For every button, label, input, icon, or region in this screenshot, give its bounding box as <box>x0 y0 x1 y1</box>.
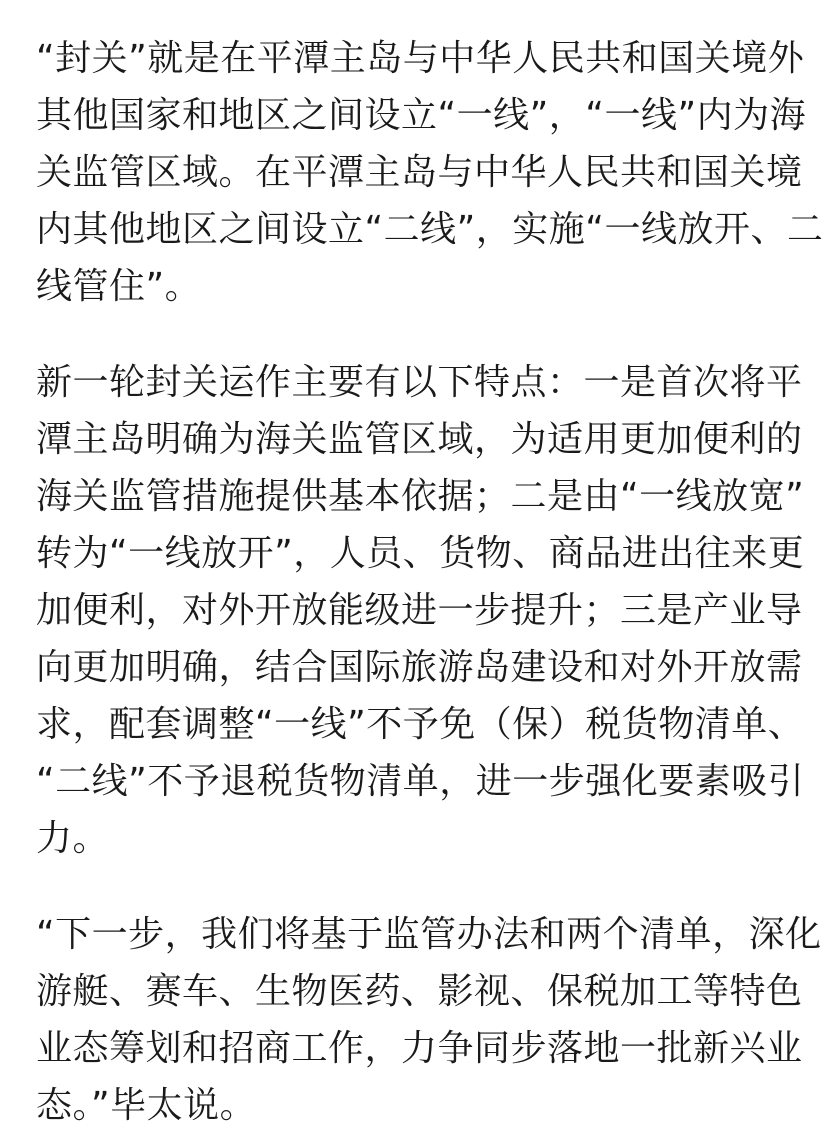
text-line: 求，配套调整“一线”不予免（保）税货物清单、 <box>36 704 805 745</box>
text-line: 其他国家和地区之间设立“一线”，“一线”内为海 <box>36 95 807 136</box>
paragraph-1 <box>36 30 824 315</box>
text-line: 加便利，对外开放能级进一步提升；三是产业导 <box>36 590 803 631</box>
text-line: 线管住”。 <box>36 266 202 307</box>
text-line: 潭主岛明确为海关监管区域，为适用更加便利的 <box>36 419 803 460</box>
text-line: “二线”不予退税货物清单，进一步强化要素吸引 <box>36 761 805 802</box>
text-line: 向更加明确，结合国际旅游岛建设和对外开放需 <box>36 647 803 688</box>
paragraph-2 <box>36 354 805 867</box>
text-line: 转为“一线放开”，人员、货物、商品进出往来更 <box>36 533 805 574</box>
text-line: 新一轮封关运作主要有以下特点：一是首次将平 <box>36 362 803 403</box>
text-line: 内其他地区之间设立“二线”，实施“一线放开、二 <box>36 209 824 250</box>
text-line: 态。”毕太说。 <box>36 1085 257 1126</box>
paragraph-3 <box>36 906 822 1134</box>
text-line: 关监管区域。在平潭主岛与中华人民共和国关境 <box>36 152 803 193</box>
text-line: “下一步，我们将基于监管办法和两个清单，深化 <box>36 914 822 955</box>
article-body <box>36 30 824 1134</box>
text-line: 海关监管措施提供基本依据；二是由“一线放宽” <box>36 476 805 517</box>
text-line: “封关”就是在平潭主岛与中华人民共和国关境外 <box>36 38 805 79</box>
text-line: 游艇、赛车、生物医药、影视、保税加工等特色 <box>36 971 803 1012</box>
text-line: 力。 <box>36 818 110 859</box>
text-line: 业态筹划和招商工作，力争同步落地一批新兴业 <box>36 1028 803 1069</box>
